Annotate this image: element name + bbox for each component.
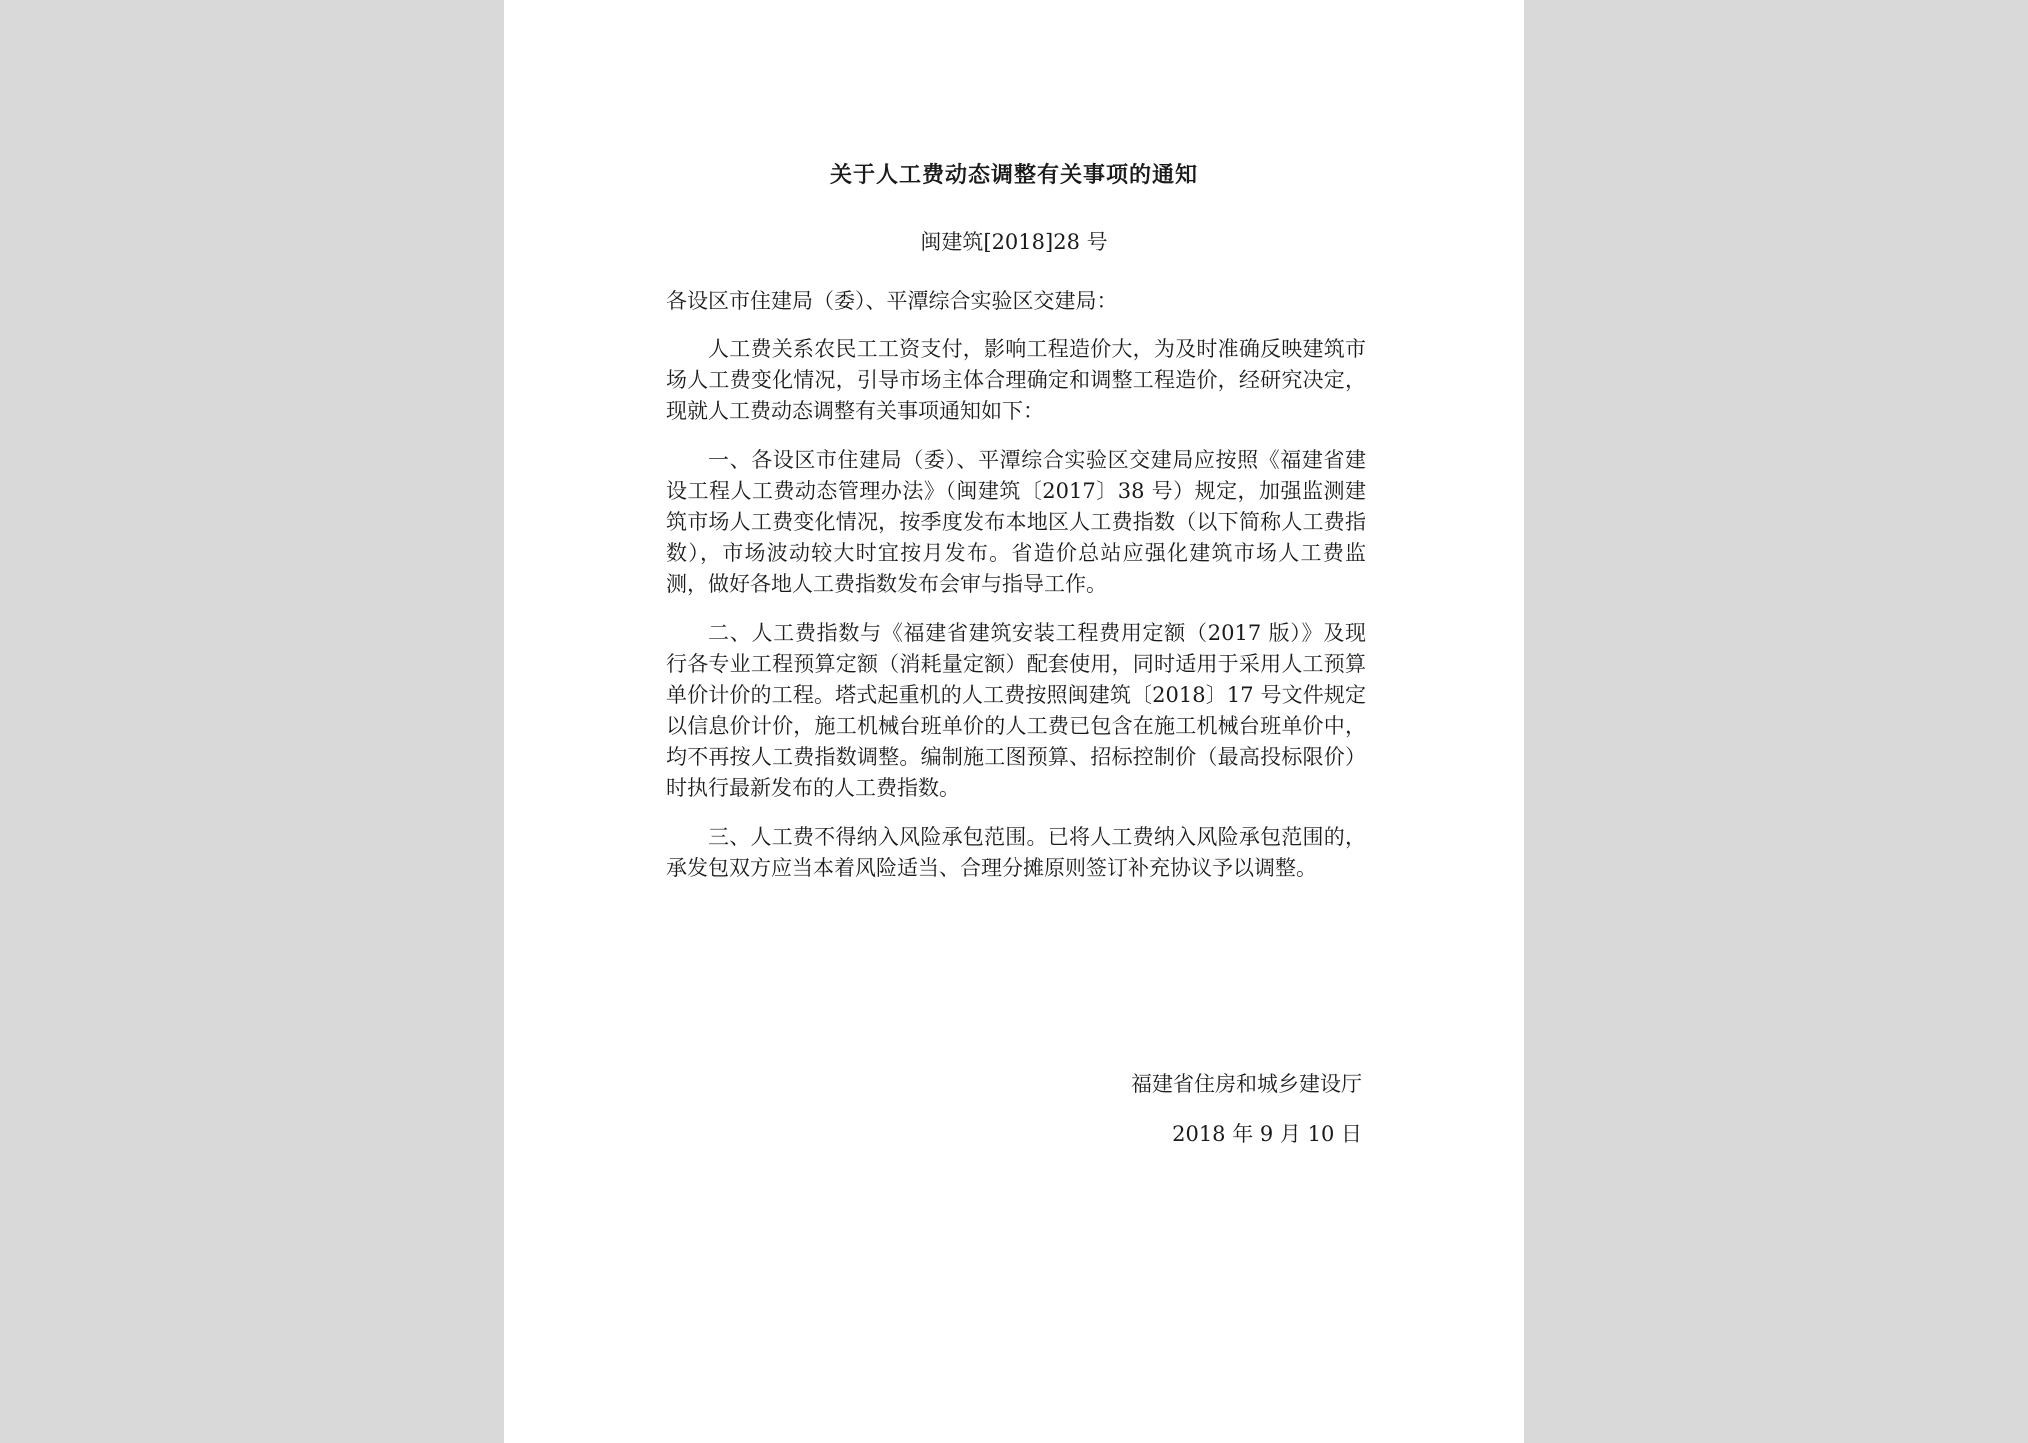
issue-date: 2018 年 9 月 10 日 xyxy=(1172,1122,1362,1146)
document-body xyxy=(666,286,1366,902)
paragraph-item-1: 一、各设区市住建局（委）、平潭综合实验区交建局应按照《福建省建设工程人工费动态管理办法》（闽建筑〔2017〕38 号）规定，加强监测建筑市场人工费变化情况，按季度发布本地区人工费指数（以下简称人工费指数），市场波动较大时宜按月发布。省造价总站应强化建筑市场人工费监测，做好各地人工费指数发布会审与指导工作。 xyxy=(666,448,1366,596)
document-page xyxy=(504,0,1524,1443)
paragraph-item-2: 二、人工费指数与《福建省建筑安装工程费用定额（2017 版）》及现行各专业工程预算定额（消耗量定额）配套使用，同时适用于采用人工预算单价计价的工程。塔式起重机的人工费按照闽建筑〔2018〕17 号文件规定以信息价计价，施工机械台班单价的人工费已包含在施工机械台班单价中，均不再按人工费指数调整。编制施工图预算、招标控制价（最高投标限价）时执行最新发布的人工费指数。 xyxy=(666,621,1366,800)
addressee: 各设区市住建局（委）、平潭综合实验区交建局： xyxy=(666,289,1118,313)
document-title: 关于人工费动态调整有关事项的通知 xyxy=(829,163,1198,188)
document-number: 闽建筑[2018]28 号 xyxy=(920,230,1108,254)
paragraph-intro: 人工费关系农民工工资支付，影响工程造价大，为及时准确反映建筑市场人工费变化情况，引导市场主体合理确定和调整工程造价，经研究决定，现就人工费动态调整有关事项通知如下： xyxy=(666,337,1366,423)
signatory: 福建省住房和城乡建设厅 xyxy=(1131,1072,1362,1096)
paragraph-item-3: 三、人工费不得纳入风险承包范围。已将人工费纳入风险承包范围的，承发包双方应当本着风险适当、合理分摊原则签订补充协议予以调整。 xyxy=(666,825,1366,880)
